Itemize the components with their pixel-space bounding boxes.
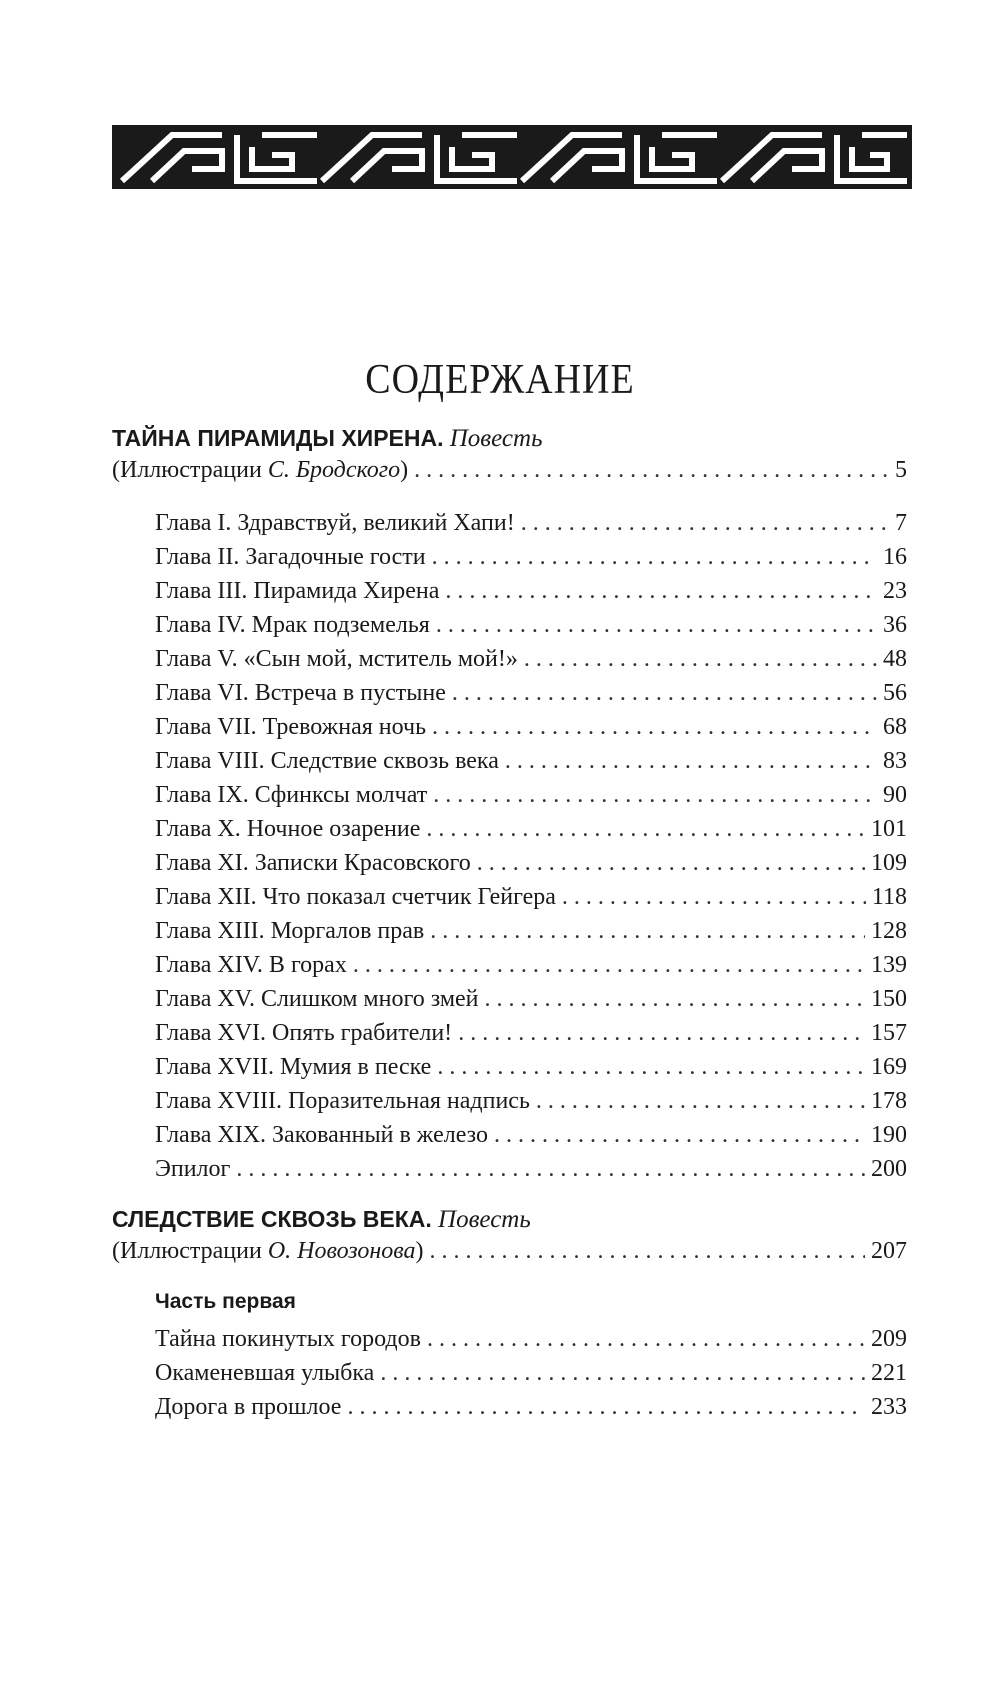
toc-entry-page: 178 xyxy=(871,1088,907,1114)
dot-leader xyxy=(505,748,877,775)
toc-entry-label: (Иллюстрации О. Новозонова) xyxy=(112,1238,424,1264)
toc-entry[interactable] xyxy=(155,544,907,576)
toc-entry-page: 209 xyxy=(871,1326,907,1352)
dot-leader xyxy=(521,510,889,537)
toc-entry[interactable] xyxy=(155,1054,907,1086)
section-title: ТАЙНА ПИРАМИДЫ ХИРЕНА. xyxy=(112,425,444,451)
toc-entry-page: 118 xyxy=(871,884,907,910)
toc-entry-page: 83 xyxy=(883,748,907,774)
toc-entry[interactable] xyxy=(155,782,907,814)
dot-leader xyxy=(430,918,865,945)
dot-leader xyxy=(347,1394,865,1421)
toc-entry-page: 101 xyxy=(871,816,907,842)
dot-leader xyxy=(485,986,865,1013)
dot-leader xyxy=(437,1054,865,1081)
toc-entry-page: 68 xyxy=(883,714,907,740)
toc-entry[interactable] xyxy=(155,850,907,882)
dot-leader xyxy=(494,1122,865,1149)
toc-entry-label: Глава XI. Записки Красовского xyxy=(155,850,471,876)
toc-entry-label: Дорога в прошлое xyxy=(155,1394,342,1420)
toc-entry-page: 109 xyxy=(871,850,907,876)
dot-leader xyxy=(426,816,865,843)
toc-entry-page: 139 xyxy=(871,952,907,978)
toc-entry-label: Глава V. «Сын мой, мститель мой!» xyxy=(155,646,518,672)
toc-entry[interactable] xyxy=(155,816,907,848)
dot-leader xyxy=(562,884,866,911)
toc-entry[interactable] xyxy=(155,952,907,984)
toc-entry[interactable] xyxy=(155,986,907,1018)
toc-entry-section2-illustrations[interactable] xyxy=(112,1238,907,1270)
toc-entry[interactable] xyxy=(155,714,907,746)
toc-entry-label: Глава XIX. Закованный в железо xyxy=(155,1122,488,1148)
toc-title: СОДЕРЖАНИЕ xyxy=(365,356,635,404)
section-heading-2 xyxy=(112,1206,531,1234)
toc-entry[interactable] xyxy=(155,748,907,780)
toc-entry-page: 128 xyxy=(871,918,907,944)
dot-leader xyxy=(452,680,877,707)
toc-entry-label: Глава VII. Тревожная ночь xyxy=(155,714,427,740)
toc-entry-page: 233 xyxy=(871,1394,907,1420)
dot-leader xyxy=(380,1360,865,1387)
toc-entry-page: 200 xyxy=(871,1156,907,1182)
toc-entry-label: Глава XV. Слишком много змей xyxy=(155,986,479,1012)
dot-leader xyxy=(432,714,877,741)
part-heading: Часть первая xyxy=(155,1290,296,1313)
toc-entry[interactable] xyxy=(155,510,907,542)
toc-entry-page: 23 xyxy=(883,578,907,604)
toc-entry[interactable] xyxy=(155,1088,907,1120)
section-title: СЛЕДСТВИЕ СКВОЗЬ ВЕКА. xyxy=(112,1206,432,1232)
toc-entry-label: Окаменевшая улыбка xyxy=(155,1360,375,1386)
toc-entry-page: 36 xyxy=(883,612,907,638)
toc-entry-label: Глава XIV. В горах xyxy=(155,952,347,978)
section-heading-1 xyxy=(112,425,542,453)
dot-leader xyxy=(477,850,865,877)
dot-leader xyxy=(353,952,865,979)
toc-entry-label: Глава VIII. Следствие сквозь века xyxy=(155,748,499,774)
dot-leader xyxy=(429,1238,865,1265)
dot-leader xyxy=(433,782,877,809)
toc-entry-section1-illustrations[interactable] xyxy=(112,457,907,489)
toc-entry-label: Глава I. Здравствуй, великий Хапи! xyxy=(155,510,515,536)
toc-entry-page: 56 xyxy=(883,680,907,706)
dot-leader xyxy=(536,1088,865,1115)
toc-entry-label: Глава IX. Сфинксы молчат xyxy=(155,782,428,808)
toc-entry-label: Глава XVII. Мумия в песке xyxy=(155,1054,432,1080)
toc-entry[interactable] xyxy=(155,1156,907,1188)
toc-entry[interactable] xyxy=(155,918,907,950)
dot-leader xyxy=(445,578,877,605)
toc-entry-label: Глава XIII. Моргалов прав xyxy=(155,918,425,944)
toc-entry[interactable] xyxy=(155,680,907,712)
toc-entry[interactable] xyxy=(155,1122,907,1154)
toc-entry-page: 48 xyxy=(883,646,907,672)
toc-entry-page: 207 xyxy=(871,1238,907,1264)
toc-entry[interactable] xyxy=(155,646,907,678)
toc-entry-page: 157 xyxy=(871,1020,907,1046)
toc-entry-page: 190 xyxy=(871,1122,907,1148)
toc-entry-label: Глава XVI. Опять грабители! xyxy=(155,1020,453,1046)
section-genre: Повесть xyxy=(438,1206,531,1233)
toc-entry[interactable] xyxy=(155,578,907,610)
dot-leader xyxy=(414,457,889,484)
toc-entry-label: Глава XII. Что показал счетчик Гейгера xyxy=(155,884,556,910)
toc-entry-label: Эпилог xyxy=(155,1156,231,1182)
toc-entry-label: Глава VI. Встреча в пустыне xyxy=(155,680,446,706)
toc-entry-page: 5 xyxy=(895,457,907,483)
toc-entry[interactable] xyxy=(155,1360,907,1392)
toc-entry-page: 221 xyxy=(871,1360,907,1386)
decorative-ornament-band xyxy=(112,125,912,189)
toc-entry[interactable] xyxy=(155,1020,907,1052)
toc-entry-page: 7 xyxy=(895,510,907,536)
toc-entry-label: Глава II. Загадочные гости xyxy=(155,544,426,570)
toc-entry-label: (Иллюстрации С. Бродского) xyxy=(112,457,409,483)
toc-entry[interactable] xyxy=(155,612,907,644)
toc-entry[interactable] xyxy=(155,1326,907,1358)
toc-entry-label: Глава III. Пирамида Хирена xyxy=(155,578,440,604)
toc-entry[interactable] xyxy=(155,1394,907,1426)
toc-entry-page: 90 xyxy=(883,782,907,808)
toc-entry-label: Глава XVIII. Поразительная надпись xyxy=(155,1088,530,1114)
dot-leader xyxy=(432,544,877,571)
dot-leader xyxy=(458,1020,865,1047)
toc-entry-page: 16 xyxy=(883,544,907,570)
toc-entry-page: 169 xyxy=(871,1054,907,1080)
dot-leader xyxy=(427,1326,865,1353)
toc-entry-page: 150 xyxy=(871,986,907,1012)
toc-entry-label: Тайна покинутых городов xyxy=(155,1326,421,1352)
dot-leader xyxy=(236,1156,865,1183)
toc-entry[interactable] xyxy=(155,884,907,916)
dot-leader xyxy=(524,646,877,673)
toc-entry-label: Глава IV. Мрак подземелья xyxy=(155,612,430,638)
section-genre: Повесть xyxy=(449,425,543,452)
dot-leader xyxy=(436,612,877,639)
toc-entry-label: Глава X. Ночное озарение xyxy=(155,816,421,842)
